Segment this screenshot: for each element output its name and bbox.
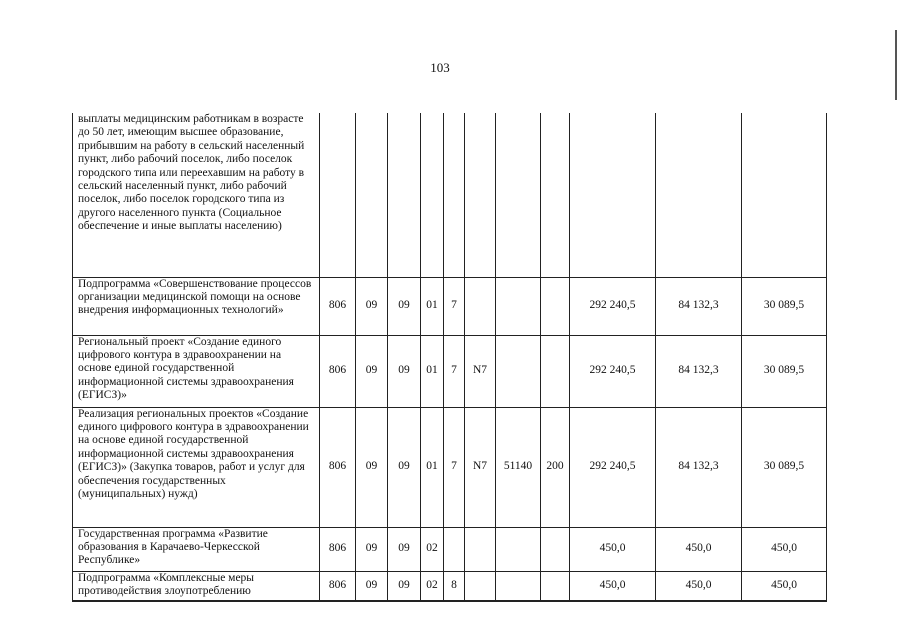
cell-sub: 7 (444, 277, 465, 335)
cell-pr (388, 113, 421, 277)
cell-year2: 450,0 (656, 571, 742, 601)
cell-sub (444, 113, 465, 277)
cell-vr: 200 (541, 407, 570, 527)
cell-pr: 09 (388, 335, 421, 407)
row-name: Подпрограмма «Совершенствование процессов организации медицинской помощи на основе внедрения информационных технологий» (73, 277, 320, 335)
table-row (73, 407, 827, 527)
cell-rz: 09 (356, 571, 388, 601)
row-name: выплаты медицинским работникам в возрасте до 50 лет, имеющим высшее образование, прибывшим на работу в сельский населенный пункт, либо рабочий поселок, либо поселок городского типа или переехавшим на работу в сельский населенный пункт, либо рабочий поселок, либо поселок городского типа из другого населенного пункта (Социальное обеспечение и иные выплаты населению) (73, 113, 320, 277)
cell-year2: 84 132,3 (656, 277, 742, 335)
cell-pr: 09 (388, 571, 421, 601)
cell-ved: 806 (320, 407, 356, 527)
cell-year2: 84 132,3 (656, 407, 742, 527)
cell-vr (541, 277, 570, 335)
cell-dir (496, 571, 541, 601)
cell-vr (541, 571, 570, 601)
cell-year2 (656, 113, 742, 277)
table-row (73, 571, 827, 601)
cell-vr (541, 335, 570, 407)
cell-dir (496, 277, 541, 335)
row-name: Региональный проект «Создание единого цифрового контура в здравоохранении на основе единой государственной информационной системы здравоохранения (ЕГИСЗ)» (73, 335, 320, 407)
row-name: Государственная программа «Развитие образования в Карачаево-Черкесской Республике» (73, 527, 320, 571)
cell-ved: 806 (320, 277, 356, 335)
cell-year2: 84 132,3 (656, 335, 742, 407)
cell-ved: 806 (320, 335, 356, 407)
cell-year3: 30 089,5 (742, 407, 827, 527)
cell-sub (444, 527, 465, 571)
cell-dir (496, 113, 541, 277)
table-row (73, 113, 827, 277)
cell-prog: 01 (421, 335, 444, 407)
cell-year1: 292 240,5 (570, 335, 656, 407)
cell-pr: 09 (388, 277, 421, 335)
cell-year3 (742, 113, 827, 277)
table-row (73, 335, 827, 407)
cell-year1 (570, 113, 656, 277)
cell-proj (465, 571, 496, 601)
cell-proj: N7 (465, 335, 496, 407)
cell-prog: 02 (421, 527, 444, 571)
cell-sub: 8 (444, 571, 465, 601)
cell-proj (465, 113, 496, 277)
cell-year3: 30 089,5 (742, 335, 827, 407)
cell-dir: 51140 (496, 407, 541, 527)
cell-pr: 09 (388, 407, 421, 527)
page-number: 103 (430, 60, 450, 75)
cell-year3: 450,0 (742, 527, 827, 571)
cell-sub: 7 (444, 335, 465, 407)
cell-sub: 7 (444, 407, 465, 527)
cell-proj: N7 (465, 407, 496, 527)
cell-rz: 09 (356, 527, 388, 571)
cell-rz: 09 (356, 335, 388, 407)
cell-ved: 806 (320, 527, 356, 571)
scan-edge-mark (895, 30, 897, 100)
cell-prog: 01 (421, 277, 444, 335)
table-row (73, 527, 827, 571)
cell-rz: 09 (356, 407, 388, 527)
cell-prog: 01 (421, 407, 444, 527)
cell-vr (541, 113, 570, 277)
row-name: Подпрограмма «Комплексные меры противодействия злоупотреблению (73, 571, 320, 601)
cell-year1: 292 240,5 (570, 407, 656, 527)
cell-ved (320, 113, 356, 277)
row-name: Реализация региональных проектов «Создание единого цифрового контура в здравоохранении на основе единой государственной информационной системы здравоохранения (ЕГИСЗ)» (Закупка товаров, работ и услуг для обеспечения государственных (муниципальных) нужд) (73, 407, 320, 527)
cell-dir (496, 335, 541, 407)
cell-prog: 02 (421, 571, 444, 601)
cell-rz (356, 113, 388, 277)
cell-proj (465, 277, 496, 335)
cell-year3: 30 089,5 (742, 277, 827, 335)
cell-proj (465, 527, 496, 571)
cell-dir (496, 527, 541, 571)
cell-year3: 450,0 (742, 571, 827, 601)
cell-rz: 09 (356, 277, 388, 335)
cell-year1: 450,0 (570, 527, 656, 571)
cell-prog (421, 113, 444, 277)
budget-table (72, 113, 827, 602)
cell-year2: 450,0 (656, 527, 742, 571)
cell-vr (541, 527, 570, 571)
cell-year1: 292 240,5 (570, 277, 656, 335)
cell-ved: 806 (320, 571, 356, 601)
cell-year1: 450,0 (570, 571, 656, 601)
cell-pr: 09 (388, 527, 421, 571)
table-row (73, 277, 827, 335)
